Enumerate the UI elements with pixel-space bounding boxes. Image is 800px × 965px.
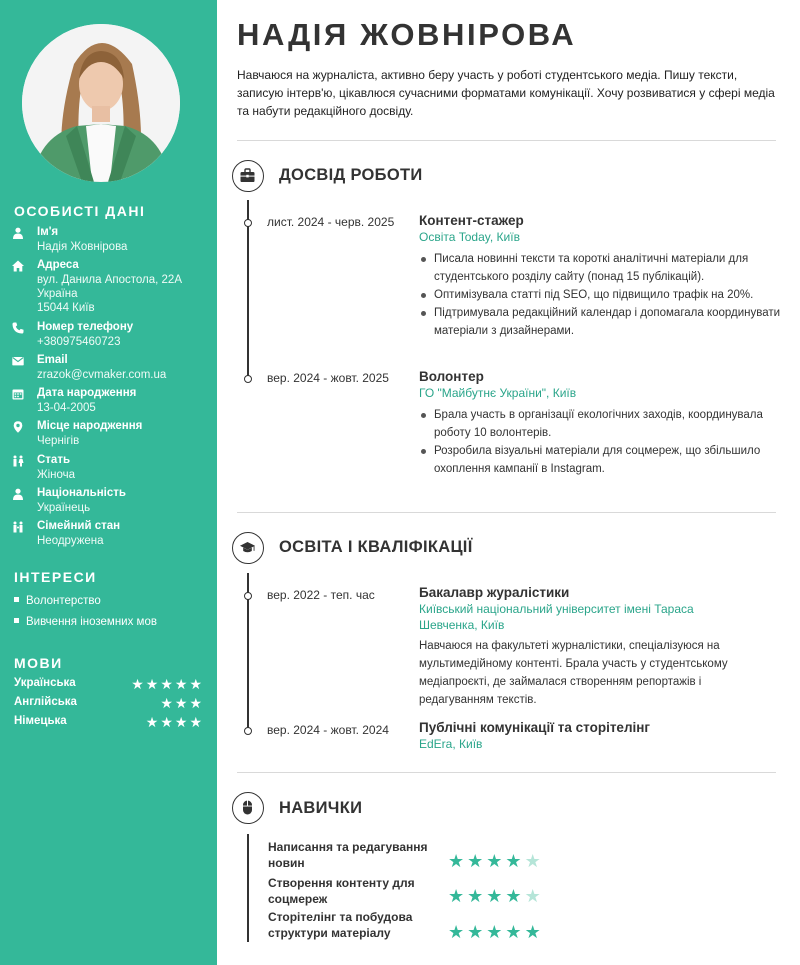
timeline-dot xyxy=(244,592,252,600)
star-filled-icon: ★ xyxy=(448,922,468,942)
divider xyxy=(237,140,776,141)
interest-item: Вивчення іноземних мов xyxy=(14,616,157,628)
star-rating-icon: ★★★★★ xyxy=(131,676,204,692)
education-date: вер. 2024 - жовт. 2024 xyxy=(267,723,389,737)
list-item: Підтримувала редакційний календар і допомагала координувати матеріали з дизайнерами. xyxy=(419,304,784,340)
list-item: Розробила візуальні матеріали для соцмереж, що збільшило охоплення кампанії в Instagram. xyxy=(419,442,784,478)
candidate-name: НАДІЯ ЖОВНІРОВА xyxy=(237,17,577,52)
star-filled-icon: ★ xyxy=(505,851,525,871)
bullet-square-icon xyxy=(14,618,19,623)
star-filled-icon: ★ xyxy=(505,922,525,942)
star-filled-icon: ★ xyxy=(448,851,468,871)
experience-bullets xyxy=(419,406,784,478)
list-item: Писала новинні тексти та короткі аналітичні матеріали для студентського розділу сайту (понад 15 публікацій). xyxy=(419,250,784,286)
sidebar: ОСОБИСТІ ДАНІ Ім'я Надія Жовнірова Адреса вул. Данила Апостола, 22А Україна 15044 Київ Номер телефону +380975460723 Email zrazok@cvmaker.com.ua Дата народження 13-04-2005 Місце народження Чернігів Стать Жіноча Національність Українець Сімейний стан Неодружена ІНТЕРЕСИ Волонтерство Вивчення іноземних мов МОВИ Українська ★★★★★ Англійська ★★★ Німецька ★★★★ xyxy=(0,0,217,965)
education-date: вер. 2022 - теп. час xyxy=(267,588,375,602)
timeline-dot xyxy=(244,375,252,383)
experience-org: Освіта Today, Київ xyxy=(419,230,520,244)
timeline-dot xyxy=(244,727,252,735)
star-empty-icon: ★ xyxy=(524,851,544,871)
star-filled-icon: ★ xyxy=(486,851,506,871)
languages-heading: МОВИ xyxy=(14,655,63,671)
star-filled-icon: ★ xyxy=(524,922,544,942)
phone-icon xyxy=(12,322,24,334)
interests-heading: ІНТЕРЕСИ xyxy=(14,569,97,585)
star-filled-icon: ★ xyxy=(448,886,468,906)
star-filled-icon: ★ xyxy=(467,851,487,871)
personal-data-heading: ОСОБИСТІ ДАНІ xyxy=(14,203,146,219)
interest-item: Волонтерство xyxy=(14,595,101,607)
experience-date: вер. 2024 - жовт. 2025 xyxy=(267,371,389,385)
timeline-line xyxy=(247,834,249,942)
divider xyxy=(237,772,776,773)
timeline-line xyxy=(247,200,249,380)
education-description: Навчаюся на факультеті журналістики, спеціалізуюся на мультимедійному контенті. Брала участь у студентському медіапроєкті, де займалася створенням репортажів і редагуванням текстів. xyxy=(419,640,728,706)
family-icon xyxy=(12,521,24,533)
education-org: Київський національний університет імені Тараса Шевченка, Київ xyxy=(419,602,694,632)
star-empty-icon: ★ xyxy=(524,886,544,906)
bullet-square-icon xyxy=(14,597,19,602)
skill-name: Створення контенту для соцмереж xyxy=(268,876,415,906)
list-item: Оптимізувала статті під SEO, що підвищило трафік на 20%. xyxy=(419,286,784,304)
star-rating-icon xyxy=(448,922,544,943)
list-item: Брала участь в організації екологічних заходів, координувала роботу 10 волонтерів. xyxy=(419,406,784,442)
language-row: Німецька ★★★★ xyxy=(14,714,204,730)
home-icon xyxy=(12,260,24,272)
experience-date: лист. 2024 - черв. 2025 xyxy=(267,215,395,229)
education-heading: ОСВІТА І КВАЛІФІКАЦІЇ xyxy=(279,538,473,556)
email-icon xyxy=(12,355,24,367)
main-content xyxy=(217,0,800,965)
mouse-icon xyxy=(232,792,264,824)
star-rating-icon xyxy=(448,851,544,872)
person-icon xyxy=(12,227,24,239)
star-rating-icon: ★★★ xyxy=(160,695,204,711)
graduation-cap-icon xyxy=(232,532,264,564)
person-icon xyxy=(12,488,24,500)
star-rating-icon: ★★★★ xyxy=(145,714,204,730)
calendar-icon xyxy=(12,388,24,400)
skill-name: Сторітелінг та побудова структури матеріалу xyxy=(268,910,413,940)
gender-icon xyxy=(12,455,24,467)
star-filled-icon: ★ xyxy=(486,886,506,906)
experience-bullets xyxy=(419,250,784,340)
star-filled-icon: ★ xyxy=(467,886,487,906)
star-filled-icon: ★ xyxy=(467,922,487,942)
education-title: Публічні комунікації та сторітелінг xyxy=(419,720,651,735)
divider xyxy=(237,512,776,513)
location-pin-icon xyxy=(12,421,24,433)
skills-heading: НАВИЧКИ xyxy=(279,799,363,817)
language-row: Англійська ★★★ xyxy=(14,695,204,711)
experience-org: ГО "Майбутнє України", Київ xyxy=(419,386,577,400)
experience-title: Контент-стажер xyxy=(419,213,524,228)
experience-heading: ДОСВІД РОБОТИ xyxy=(279,166,423,184)
profile-photo xyxy=(22,24,180,182)
education-title: Бакалавр журалістики xyxy=(419,585,570,600)
language-row: Українська ★★★★★ xyxy=(14,676,204,692)
star-filled-icon: ★ xyxy=(486,922,506,942)
star-rating-icon xyxy=(448,886,544,907)
briefcase-icon xyxy=(232,160,264,192)
star-filled-icon: ★ xyxy=(505,886,525,906)
experience-title: Волонтер xyxy=(419,369,484,384)
education-org: EdEra, Київ xyxy=(419,737,483,751)
timeline-dot xyxy=(244,219,252,227)
skill-name: Написання та редагування новин xyxy=(268,840,428,870)
profile-summary: Навчаюся на журналіста, активно беру участь у роботі студентського медіа. Пишу тексти, записую інтерв'ю, цікавлюся сучасними форматами комунікації. Хочу розвиватися у сфері медіа та набути редакційного досвіду. xyxy=(237,68,775,118)
